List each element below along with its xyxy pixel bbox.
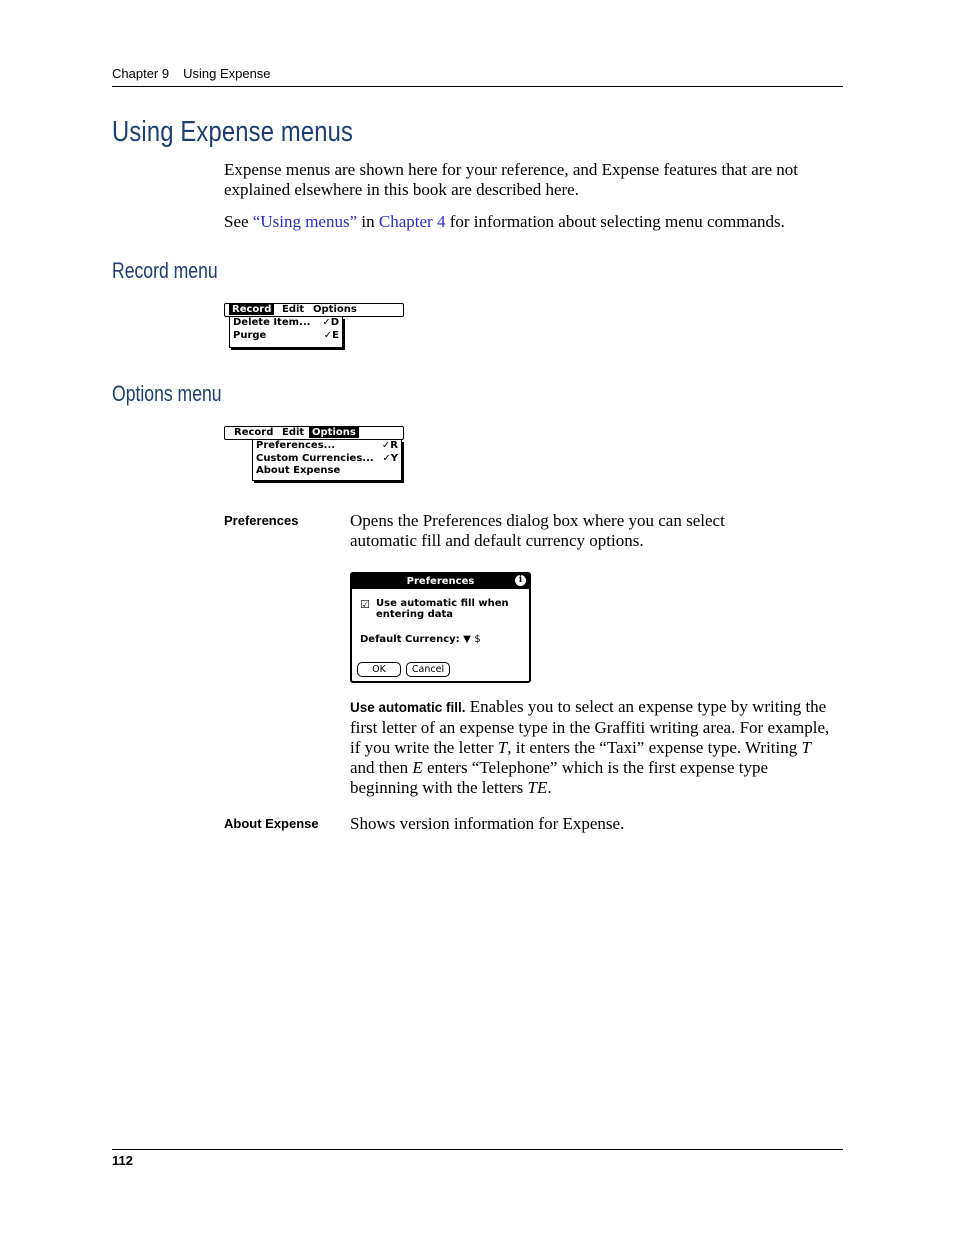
currency-value: $ [474, 634, 481, 645]
preferences-dialog [350, 572, 531, 683]
about-expense-term: About Expense [224, 816, 319, 831]
dropdown-triangle-icon: ▼ [463, 634, 471, 645]
menu-record: Record [229, 304, 274, 315]
see-also-paragraph: See “Using menus” in Chapter 4 for information about selecting menu commands. [224, 212, 785, 231]
currency-label: Default Currency: [360, 634, 460, 645]
record-dropdown [229, 317, 343, 348]
menu-item-about: About Expense [256, 465, 341, 476]
preferences-description: Opens the Preferences dialog box where you can select automatic fill and default currency options. [350, 511, 725, 550]
about-expense-description: Shows version information for Expense. [350, 814, 625, 833]
menu-item-purge: Purge ✓E [233, 329, 339, 341]
default-currency-row [360, 634, 481, 645]
menubar [224, 426, 404, 440]
header-rule [112, 86, 843, 87]
intro-paragraph: Expense menus are shown here for your reference, and Expense features that are not explained elsewhere in this book are described here. [224, 160, 798, 199]
using-menus-link[interactable]: “Using menus” [252, 212, 358, 231]
preferences-term: Preferences [224, 513, 299, 528]
autofill-paragraph: Use automatic fill. Enables you to select an expense type by writing the first letter of an expense type in the Graffiti writing area. For example, if you write the letter T, it enters the “Taxi” expense type. Writing T and then E enters “Telephone” which is the first expense type beginning with the letters TE. [350, 697, 830, 797]
menu-options: Options [309, 427, 359, 438]
info-icon: i [515, 575, 526, 586]
checkbox-checked-icon: ☑ [360, 598, 370, 611]
autofill-checkbox-label: Use automatic fill when entering data [376, 598, 509, 620]
menu-options: Options [313, 304, 357, 315]
dialog-title-bar: Preferences i [352, 574, 529, 589]
options-dropdown [252, 440, 402, 481]
footer-rule [112, 1149, 843, 1150]
menu-item-delete: Delete Item... ✓D [233, 317, 339, 328]
menu-edit: Edit [282, 304, 305, 315]
menu-item-custom-currencies: Custom Currencies... ✓Y [256, 452, 398, 464]
menu-edit: Edit [282, 427, 305, 438]
menu-item-preferences: Preferences... ✓R [256, 440, 398, 451]
page-number: 112 [112, 1153, 133, 1168]
cancel-button: Cancel [406, 662, 450, 677]
menubar [224, 303, 404, 317]
menu-record: Record [234, 427, 274, 438]
running-header [112, 66, 271, 81]
chapter-4-link[interactable]: Chapter 4 [378, 212, 446, 231]
page-title: Using Expense menus [112, 116, 354, 148]
options-menu-heading: Options menu [112, 381, 222, 406]
section-label: Using Expense [183, 66, 271, 81]
autofill-term: Use automatic fill. [350, 700, 466, 715]
chapter-label: Chapter 9 [112, 66, 170, 81]
ok-button: OK [357, 662, 401, 677]
record-menu-heading: Record menu [112, 258, 218, 283]
